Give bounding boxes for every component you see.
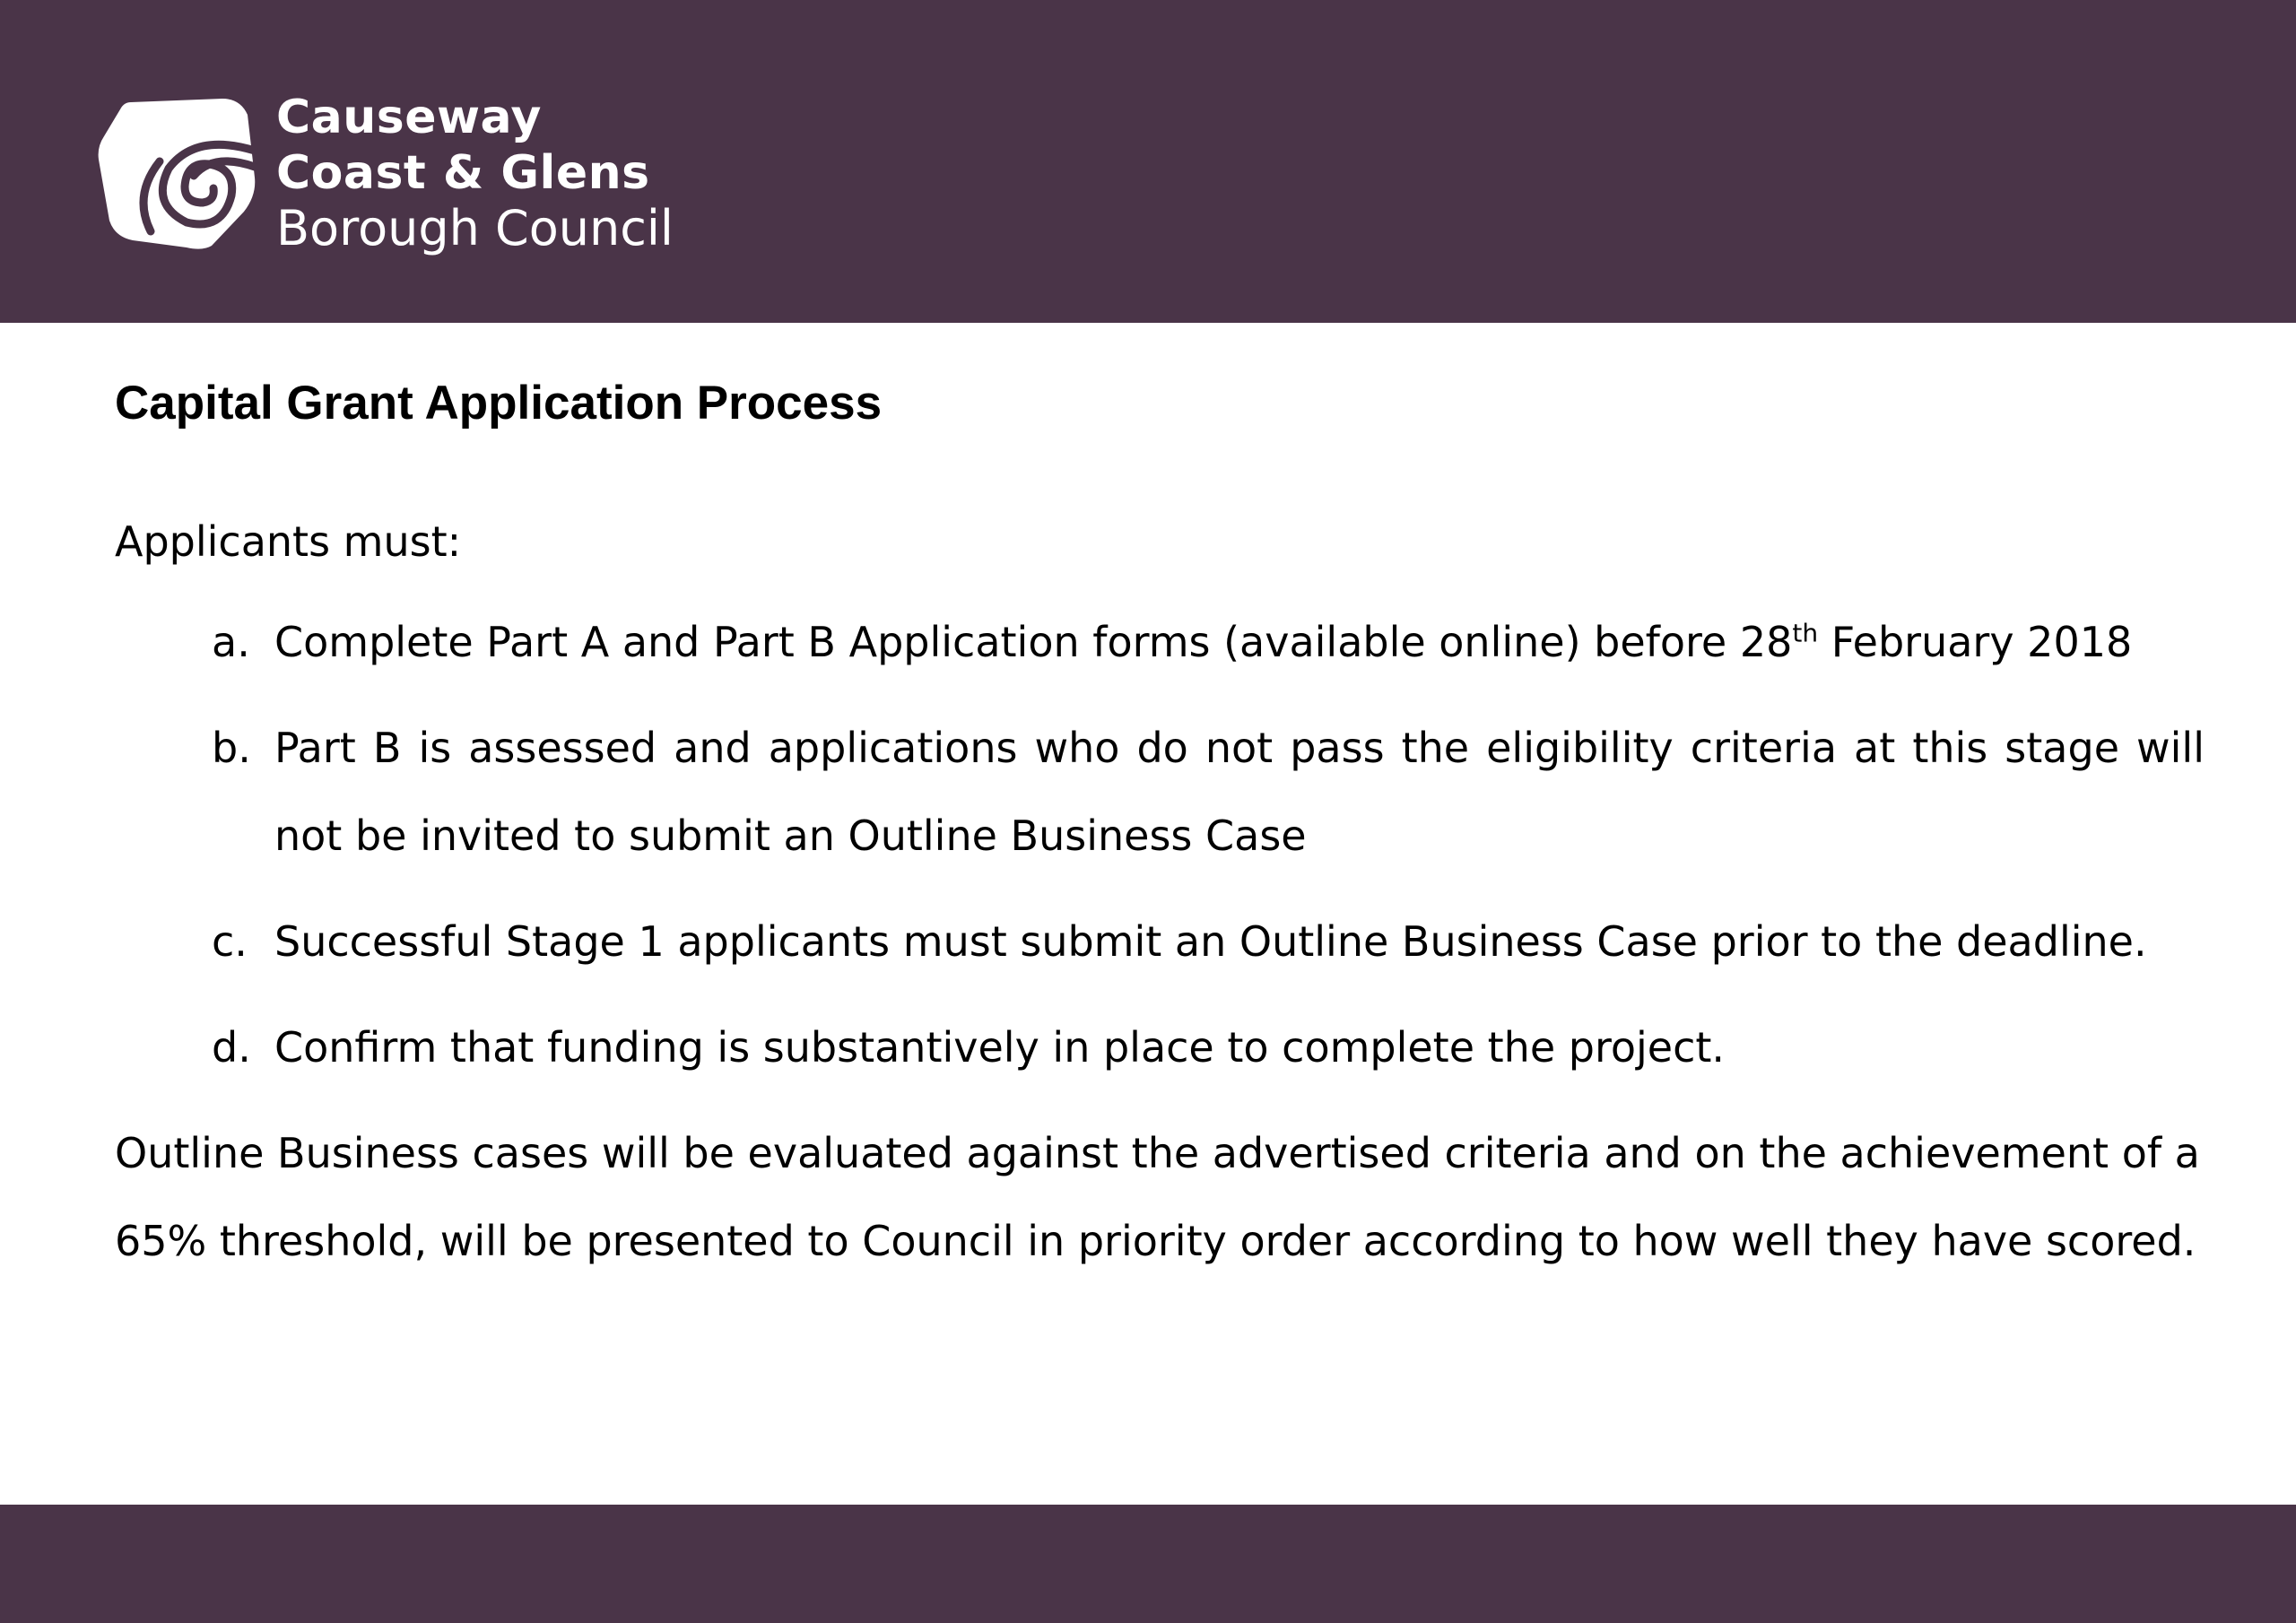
header-band	[0, 0, 2296, 323]
list-item-text	[274, 618, 2132, 666]
logo-line-3: Borough Council	[276, 200, 674, 256]
list-item-text: Part B is assessed and applications who do not pass the eligibility criteria at this stage will not be invited to submit an Outline Business Case	[274, 724, 2205, 860]
list-item-text-part: Complete Part A and Part B Application forms (available online) before 28	[274, 618, 1793, 666]
footer-band	[0, 1505, 2296, 1623]
logo-wordmark	[276, 90, 674, 256]
requirements-list	[115, 598, 2205, 1091]
list-item	[115, 704, 2205, 880]
council-logo	[97, 90, 674, 269]
intro-text: Applicants must:	[115, 517, 462, 566]
spiral-logo-icon	[97, 97, 258, 249]
logo-line-2: Coast & Glens	[276, 146, 650, 200]
list-item	[115, 1003, 2205, 1091]
list-item	[115, 598, 2205, 686]
list-item-text: Confirm that funding is substantively in place to complete the project.	[274, 1023, 1726, 1072]
list-item-text: Successful Stage 1 applicants must submit an Outline Business Case prior to the deadline.	[274, 917, 2147, 966]
list-marker: c.	[212, 917, 248, 966]
list-marker: b.	[212, 724, 251, 772]
ordinal-suffix: th	[1792, 618, 1819, 648]
page-title: Capital Grant Application Process	[115, 377, 883, 430]
list-marker: a.	[212, 618, 250, 666]
logo-line-1: Causeway	[276, 91, 542, 144]
list-item-text-part: February 2018	[1818, 618, 2133, 666]
list-item	[115, 898, 2205, 985]
document-body	[115, 363, 2205, 1285]
list-marker: d.	[212, 1023, 251, 1072]
outro-text: Outline Business cases will be evaluated against the advertised criteria and on the achievement of a 65% threshold, will be presented to Council in priority order according to how well they have scored.	[115, 1129, 2200, 1265]
